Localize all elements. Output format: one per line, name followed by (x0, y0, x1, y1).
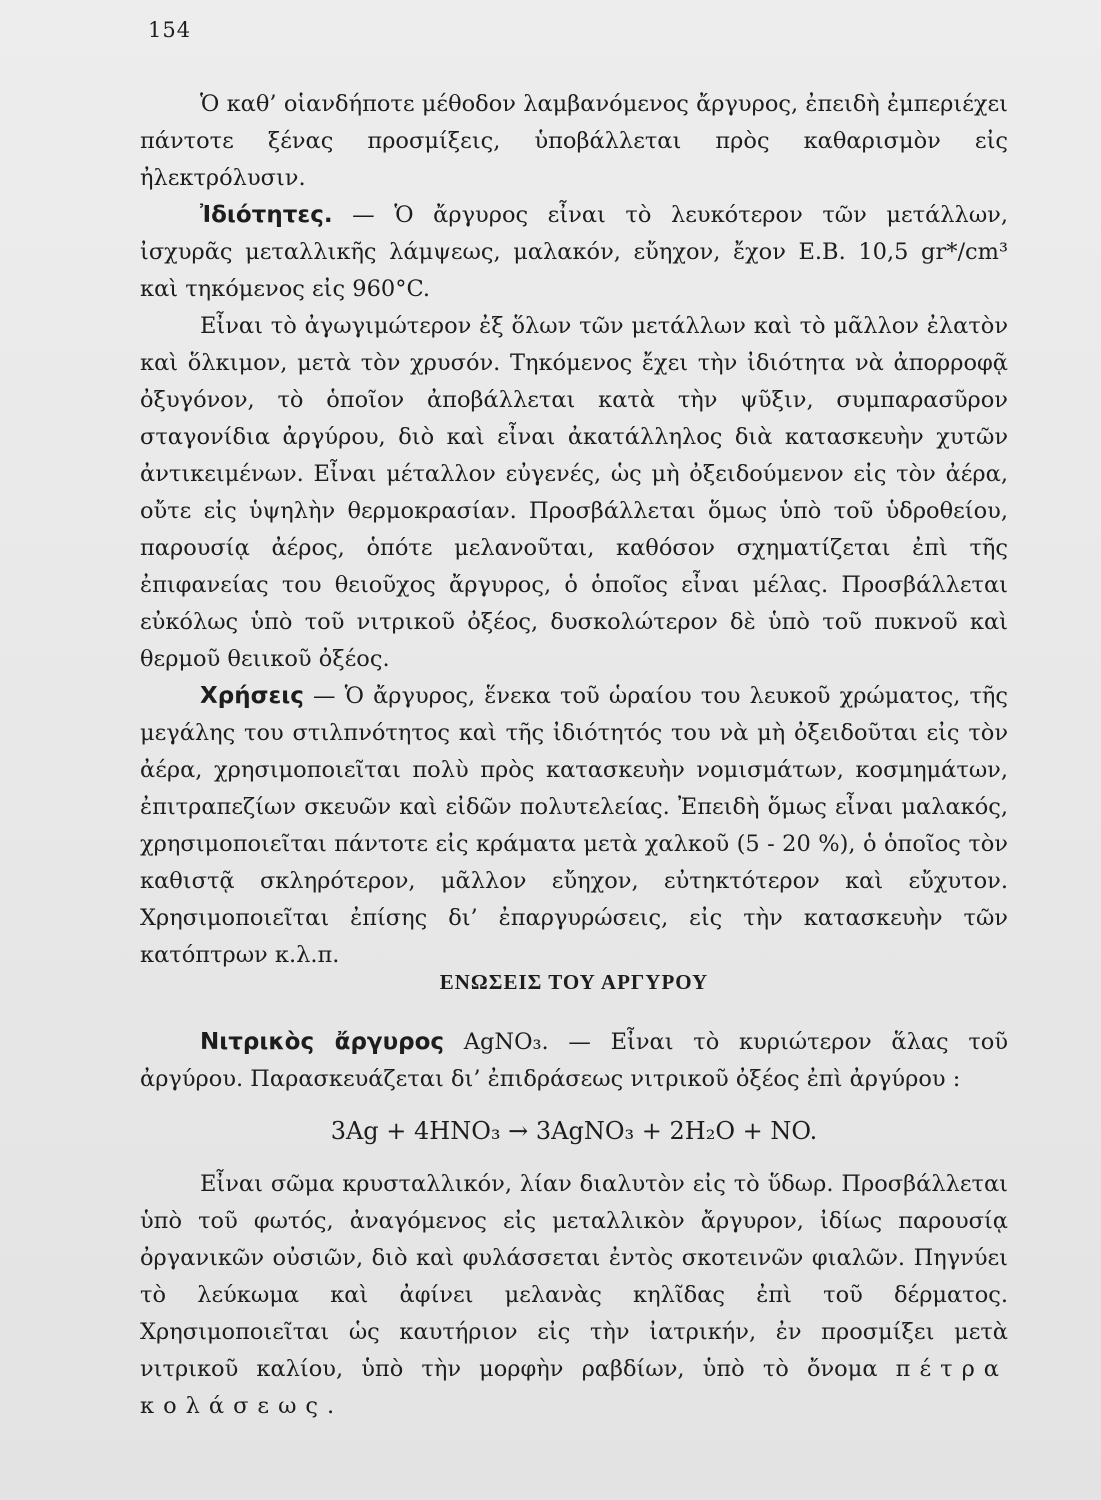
intro-paragraph: Ὁ καθ’ οἱανδήποτε μέθοδον λαμβανόμενος ἄργυρος, ἐπειδὴ ἐμπεριέχει πάντοτε ξένας προσμίξεις, ὑποβάλλεται πρὸς καθαρισμὸν εἰς ἠλεκτρόλυσιν. (140, 91, 1008, 191)
nitrate-text: — Εἶναι τὸ κυριώτερον ἅλας τοῦ ἀργύρου. Παρασκευάζεται δι’ ἐπιδράσεως νιτρικοῦ ὀξέος ἐπὶ ἀργύρου : (140, 1029, 1009, 1092)
properties-paragraph: Εἶναι τὸ ἀγωγιμώτερον ἐξ ὅλων τῶν μετάλλων καὶ τὸ μᾶλλον ἐλατὸν καὶ ὅλκιμον, μετὰ τὸν χρυσόν. Τηκόμενος ἔχει τὴν ἰδιότητα νὰ ἀπορροφᾷ ὀξυγόνον, τὸ ὁποῖον ἀποβάλλεται κατὰ τὴν ψῦξιν, συμπαρασῦρον σταγονίδια ἀργύρου, διὸ καὶ εἶναι ἀκατάλληλος διὰ κατασκευὴν χυτῶν ἀντικειμένων. Εἶναι μέταλλον εὐγενές, ὡς μὴ ὀξειδούμενον εἰς τὸν ἀέρα, οὔτε εἰς ὑψηλὴν θερμοκρασίαν. Προσβάλλεται ὅμως ὑπὸ τοῦ ὑδροθείου, παρουσίᾳ ἀέρος, ὁπότε μελανοῦται, καθόσον σχηματίζεται ἐπὶ τῆς ἐπιφανείας του θειοῦχος ἄργυρος, ὁ ὁποῖος εἶναι μέλας. Προσβάλλεται εὐκόλως ὑπὸ τοῦ νιτρικοῦ ὀξέος, δυσκολώτερον δὲ ὑπὸ τοῦ πυκνοῦ καὶ θερμοῦ θειικοῦ ὀξέος. (140, 313, 1008, 672)
properties-lead: Ἰδιότητες. (200, 202, 333, 228)
page-number: 154 (148, 18, 192, 42)
nitrate-lead: Νιτρικὸς ἄργυρος (200, 1029, 445, 1055)
final-term: πέτρα κολάσεως. (140, 1356, 1008, 1419)
section-heading: ΕΝΩΣΕΙΣ ΤΟΥ ΑΡΓΥΡΟΥ (439, 970, 709, 994)
uses-text: — Ὁ ἄργυρος, ἕνεκα τοῦ ὡραίου του λευκοῦ χρώματος, τῆς μεγάλης του στιλπνότητος καὶ τῆς ἰδιότητός του νὰ μὴ ὀξειδοῦται εἰς τὸν ἀέρα, χρησιμοποιεῖται πολὺ πρὸς κατασκευὴν νομισμάτων, κοσμημάτων, ἐπιτραπεζίων σκευῶν καὶ εἰδῶν πολυτελείας. Ἐπειδὴ ὅμως εἶναι μαλακός, χρησιμοποιεῖται πάντοτε εἰς κράματα μετὰ χαλκοῦ (5 - 20 %), ὁ ὁποῖος τὸν καθιστᾷ σκληρότερον, μᾶλλον εὔηχον, εὐτηκτότερον καὶ εὔχυτον. Χρησιμοποιεῖται ἐπίσης δι’ ἐπαργυρώσεις, εἰς τὴν κατασκευὴν τῶν κατόπτρων κ.λ.π. (140, 683, 1008, 968)
properties-intro-paragraph (140, 197, 1008, 308)
uses-lead: Χρήσεις (200, 683, 304, 709)
chemical-equation: 3Ag + 4HNO₃ → 3AgNO₃ + 2H₂O + NO. (330, 1117, 818, 1145)
uses-paragraph (140, 678, 1008, 974)
body-text-lower (140, 1166, 1008, 1425)
final-paragraph (140, 1166, 1008, 1425)
final-paragraph-text: Εἶναι σῶμα κρυσταλλικόν, λίαν διαλυτὸν εἰς τὸ ὕδωρ. Προσβάλλεται ὑπὸ τοῦ φωτός, ἀναγόμενος εἰς μεταλλικὸν ἄργυρον, ἰδίως παρουσίᾳ ὀργανικῶν οὐσιῶν, διὸ καὶ φυλάσσεται ἐντὸς σκοτεινῶν φιαλῶν. Πηγνύει τὸ λεύκωμα καὶ ἀφίνει μελανὰς κηλῖδας ἐπὶ τοῦ δέρματος. Χρησιμοποιεῖται ὡς καυτήριον εἰς τὴν ἰατρικήν, ἐν προσμίξει μετὰ νιτρικοῦ καλίου, ὑπὸ τὴν μορφὴν ραβδίων, ὑπὸ τὸ ὄνομα (140, 1171, 1008, 1382)
nitrate-paragraph (140, 1024, 1008, 1098)
nitrate-intro-block (140, 1024, 1008, 1098)
body-text-upper (140, 86, 1008, 974)
nitrate-formula: AgNO₃. (463, 1029, 549, 1055)
properties-text: — Ὁ ἄργυρος εἶναι τὸ λευκότερον τῶν μετάλλων, ἰσχυρᾶς μεταλλικῆς λάμψεως, μαλακόν, εὔηχον, ἔχον Ε.Β. 10,5 gr*/cm³ καὶ τηκόμενος εἰς 960°C. (140, 202, 1008, 302)
